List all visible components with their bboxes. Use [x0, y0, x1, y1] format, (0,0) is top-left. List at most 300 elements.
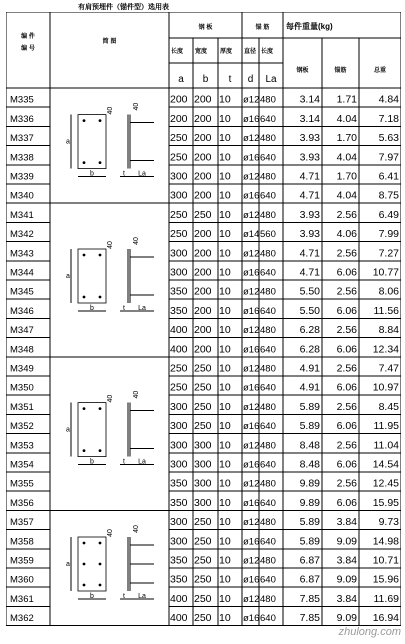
dim-label-la: La: [138, 458, 146, 466]
header-symbol: La: [265, 74, 277, 85]
anchor-dot: [83, 296, 86, 299]
cell-la: 480: [260, 286, 276, 298]
cell-plate_w: 4.71: [299, 170, 320, 183]
cell-d: ø16: [243, 574, 260, 586]
cell-d: ø14: [243, 229, 260, 241]
cell-a: 350: [170, 573, 188, 586]
table-header: [20, 21, 386, 85]
dim-label-la: La: [138, 305, 146, 312]
cell-plate_w: 4.91: [299, 362, 320, 375]
cell-anchor_w: 6.06: [336, 381, 357, 394]
cell-total_w: 5.63: [378, 132, 399, 145]
anchor-dot: [99, 449, 102, 452]
cell-b: 250: [194, 592, 212, 605]
dim-label-t: t: [123, 593, 125, 600]
cell-b: 200: [194, 343, 212, 356]
cell-anchor_w: 1.70: [336, 132, 357, 145]
part-code: M351: [10, 401, 34, 413]
table-row: [10, 574, 399, 586]
table-row: [10, 535, 399, 547]
dim-label-b: b: [90, 305, 94, 312]
cell-d: ø12: [243, 555, 260, 567]
cell-anchor_w: 2.56: [336, 362, 357, 375]
cell-total_w: 15.96: [372, 573, 399, 586]
cell-la: 640: [260, 267, 276, 279]
cell-anchor_w: 9.09: [336, 573, 357, 586]
dim-label-a: a: [66, 273, 70, 280]
cell-anchor_w: 2.56: [336, 285, 357, 298]
cell-a: 250: [170, 151, 188, 164]
cell-la: 640: [260, 574, 276, 586]
cell-total_w: 10.77: [372, 266, 399, 279]
cell-anchor_w: 2.56: [336, 208, 357, 221]
cell-t: 10: [219, 458, 231, 471]
cell-la: 560: [260, 229, 276, 241]
cell-a: 300: [170, 170, 188, 183]
cell-t: 10: [219, 554, 231, 567]
cell-t: 10: [219, 266, 231, 279]
cell-la: 480: [260, 363, 276, 375]
cell-la: 480: [260, 593, 276, 605]
anchor-dot: [99, 119, 102, 122]
cell-anchor_w: 6.06: [336, 304, 357, 317]
dim-label-t: t: [123, 458, 125, 466]
cell-a: 200: [170, 93, 188, 106]
cell-b: 200: [194, 151, 212, 164]
header-weight-col: 钢板: [296, 68, 309, 74]
embed-part-drawing: [66, 237, 154, 312]
cell-d: ø12: [243, 593, 260, 605]
cell-total_w: 14.54: [372, 458, 399, 471]
cell-a: 200: [170, 112, 188, 125]
header-code-label: 编 号: [21, 46, 35, 52]
cell-d: ø12: [243, 94, 260, 106]
cell-plate_w: 8.48: [299, 458, 320, 471]
part-code: M337: [10, 133, 34, 145]
cell-t: 10: [219, 112, 231, 125]
cell-la: 640: [260, 613, 276, 625]
cell-anchor_w: 4.04: [336, 189, 357, 202]
cell-a: 250: [170, 362, 188, 375]
cell-total_w: 6.41: [378, 170, 399, 183]
anchor-dot: [99, 407, 102, 410]
cell-a: 300: [170, 400, 188, 413]
cell-plate_w: 3.93: [299, 228, 320, 241]
header-sub-label: 直径: [244, 49, 257, 55]
cell-la: 480: [260, 555, 276, 567]
cell-d: ø12: [243, 248, 260, 260]
header-sub-label: 厚度: [220, 49, 233, 55]
cell-d: ø16: [243, 305, 260, 317]
cell-anchor_w: 6.06: [336, 420, 357, 433]
embed-part-drawing: [66, 391, 154, 466]
cell-total_w: 10.71: [372, 554, 399, 567]
anchor-dot: [99, 161, 102, 164]
cell-b: 300: [194, 477, 212, 490]
plate-outline: [78, 537, 106, 591]
cell-total_w: 7.99: [378, 228, 399, 241]
cell-plate_w: 6.28: [299, 343, 320, 356]
cell-plate_w: 6.28: [299, 324, 320, 337]
cell-t: 10: [219, 496, 231, 509]
cell-anchor_w: 3.84: [336, 516, 357, 529]
dim-label-40: 40: [107, 394, 114, 403]
cell-plate_w: 5.89: [299, 535, 320, 548]
cell-total_w: 8.75: [378, 189, 399, 202]
cell-plate_w: 5.50: [299, 304, 320, 317]
cell-t: 10: [219, 151, 231, 164]
cell-d: ø12: [243, 325, 260, 337]
cell-anchor_w: 9.09: [336, 535, 357, 548]
cell-plate_w: 5.89: [299, 400, 320, 413]
cell-plate_w: 6.87: [299, 554, 320, 567]
table-row: [10, 459, 399, 471]
cell-la: 480: [260, 133, 276, 145]
dim-label-a: a: [66, 426, 70, 434]
embed-part-table: [6, 12, 401, 641]
table-row: [10, 478, 399, 490]
cell-b: 250: [194, 208, 212, 221]
cell-a: 300: [170, 247, 188, 260]
dim-label-a: a: [66, 138, 70, 146]
cell-d: ø16: [243, 421, 260, 433]
cell-d: ø16: [243, 190, 260, 202]
part-code: M348: [10, 344, 34, 356]
cell-total_w: 6.49: [378, 208, 399, 221]
cell-d: ø16: [243, 459, 260, 471]
cell-total_w: 8.45: [378, 400, 399, 413]
table-row: [10, 247, 399, 259]
table-row: [10, 151, 399, 163]
cell-b: 200: [194, 266, 212, 279]
cell-la: 480: [260, 209, 276, 221]
cell-d: ø12: [243, 133, 260, 145]
cell-anchor_w: 2.56: [336, 439, 357, 452]
cell-plate_w: 4.71: [299, 247, 320, 260]
cell-a: 350: [170, 496, 188, 509]
cell-plate_w: 9.89: [299, 477, 320, 490]
embed-part-drawing: [66, 103, 154, 178]
cell-t: 10: [219, 189, 231, 202]
cell-total_w: 11.56: [373, 304, 399, 317]
cell-d: ø16: [243, 536, 260, 548]
dim-label-40: 40: [107, 106, 114, 115]
cell-b: 200: [194, 112, 212, 125]
cell-t: 10: [219, 228, 231, 241]
anchor-dot: [83, 542, 86, 545]
cell-a: 250: [170, 228, 188, 241]
cell-t: 10: [219, 343, 231, 356]
part-code: M352: [10, 421, 34, 433]
dim-label-b: b: [90, 593, 94, 600]
cell-t: 10: [219, 93, 231, 106]
part-code: M359: [10, 555, 34, 567]
cell-b: 250: [194, 573, 212, 586]
header-weight-col: 锚筋: [334, 68, 347, 74]
header-weight-col: 总重: [373, 68, 387, 74]
table-row: [10, 94, 399, 106]
table-row: [10, 382, 399, 394]
cell-total_w: 14.98: [372, 535, 399, 548]
cell-t: 10: [219, 304, 231, 317]
part-code: M340: [10, 190, 34, 202]
cell-la: 640: [260, 305, 276, 317]
anchor-dot: [99, 254, 102, 257]
cell-b: 250: [194, 400, 212, 413]
header-drawing-label: 简 图: [102, 39, 117, 45]
embed-part-drawing: [66, 525, 154, 600]
cell-anchor_w: 2.56: [336, 477, 357, 490]
cell-a: 300: [170, 458, 188, 471]
table-row: [10, 363, 399, 375]
cell-b: 250: [194, 516, 212, 529]
cell-b: 200: [194, 247, 212, 260]
header-weight-label: 每件重量(kg): [286, 22, 333, 31]
cell-plate_w: 8.48: [299, 439, 320, 452]
cell-la: 640: [260, 344, 276, 356]
cell-la: 480: [260, 517, 276, 529]
cell-anchor_w: 2.56: [336, 324, 357, 337]
cell-a: 300: [170, 189, 188, 202]
cell-d: ø12: [243, 401, 260, 413]
anchor-dot: [83, 584, 86, 587]
cell-t: 10: [219, 439, 231, 452]
cell-la: 640: [260, 421, 276, 433]
cell-a: 400: [170, 324, 188, 337]
cell-t: 10: [219, 477, 231, 490]
cell-a: 300: [170, 516, 188, 529]
dim-label-b: b: [90, 170, 94, 178]
cell-t: 10: [219, 612, 231, 625]
part-code: M354: [10, 459, 34, 471]
cell-t: 10: [219, 170, 231, 183]
part-code: M362: [10, 613, 34, 625]
part-code: M345: [10, 286, 34, 298]
cell-total_w: 7.27: [378, 247, 399, 260]
anchor-dot: [99, 563, 102, 566]
part-code: M357: [10, 517, 34, 529]
header-symbol: a: [178, 74, 184, 85]
dim-label-40: 40: [107, 241, 114, 249]
part-code: M342: [10, 229, 34, 241]
cell-b: 200: [194, 170, 212, 183]
table-body: [10, 94, 399, 624]
header-sub-label: 长度: [261, 49, 274, 55]
table-row: [10, 516, 399, 528]
cell-b: 250: [194, 362, 212, 375]
cell-anchor_w: 4.04: [336, 151, 357, 164]
cell-a: 250: [170, 208, 188, 221]
cell-a: 250: [170, 381, 188, 394]
table-row: [10, 401, 399, 413]
anchor-dot: [99, 584, 102, 587]
cell-total_w: 7.97: [378, 151, 399, 164]
cell-total_w: 10.97: [372, 381, 399, 394]
cell-a: 350: [170, 554, 188, 567]
table-row: [10, 286, 399, 298]
cell-anchor_w: 6.06: [336, 496, 357, 509]
cell-la: 480: [260, 94, 276, 106]
table-row: [10, 305, 399, 317]
cell-d: ø16: [243, 344, 260, 356]
cell-plate_w: 6.87: [299, 573, 320, 586]
cell-d: ø16: [243, 382, 260, 394]
dim-label-a: a: [66, 561, 70, 568]
cell-anchor_w: 2.56: [336, 247, 357, 260]
table-row: [10, 612, 399, 624]
cell-b: 300: [194, 458, 212, 471]
cell-t: 10: [219, 285, 231, 298]
anchor-dot: [99, 542, 102, 545]
table-row: [10, 190, 399, 202]
cell-d: ø12: [243, 440, 260, 452]
cell-b: 250: [194, 381, 212, 394]
part-code: M343: [10, 248, 34, 260]
cell-anchor_w: 1.71: [336, 93, 357, 106]
cell-a: 400: [170, 592, 188, 605]
table-title: 有肩预埋件（锚件型）选用表: [78, 4, 169, 11]
cell-plate_w: 3.14: [299, 112, 320, 125]
cell-plate_w: 4.71: [299, 189, 320, 202]
cell-t: 10: [219, 381, 231, 394]
table-row: [10, 593, 399, 605]
part-code: M353: [10, 440, 34, 452]
cell-la: 640: [260, 152, 276, 164]
cell-anchor_w: 1.70: [336, 170, 357, 183]
cell-total_w: 16.94: [372, 612, 399, 625]
cell-plate_w: 7.85: [299, 612, 320, 625]
cell-d: ø16: [243, 497, 260, 509]
header-code-label: 编 件: [21, 34, 35, 40]
cell-b: 200: [194, 324, 212, 337]
anchor-dot: [83, 449, 86, 452]
cell-b: 250: [194, 612, 212, 625]
cell-anchor_w: 3.84: [336, 554, 357, 567]
cell-total_w: 11.69: [373, 592, 399, 605]
cell-b: 250: [194, 420, 212, 433]
part-code: M339: [10, 171, 34, 183]
part-code: M346: [10, 305, 34, 317]
cell-b: 250: [194, 535, 212, 548]
part-code: M355: [10, 478, 34, 490]
cell-b: 200: [194, 228, 212, 241]
cell-la: 640: [260, 497, 276, 509]
cell-a: 350: [170, 285, 188, 298]
cell-plate_w: 3.93: [299, 151, 320, 164]
cell-anchor_w: 3.84: [336, 592, 357, 605]
cell-plate_w: 3.93: [299, 132, 320, 145]
table-row: [10, 497, 399, 509]
table-row: [10, 439, 399, 451]
dim-label-40: 40: [107, 529, 114, 537]
cell-d: ø12: [243, 517, 260, 529]
cell-total_w: 8.84: [378, 324, 399, 337]
cell-d: ø16: [243, 152, 260, 164]
cell-anchor_w: 9.09: [336, 612, 357, 625]
dim-label-t: t: [123, 305, 125, 312]
cell-anchor_w: 4.04: [336, 112, 357, 125]
cell-total_w: 4.84: [378, 93, 399, 106]
watermark: zhulong.com: [338, 626, 401, 638]
part-code: M347: [10, 325, 34, 337]
cell-la: 480: [260, 248, 276, 260]
cell-total_w: 7.18: [378, 112, 399, 125]
part-code: M349: [10, 363, 34, 375]
cell-la: 480: [260, 401, 276, 413]
part-code: M350: [10, 382, 34, 394]
cell-a: 350: [170, 304, 188, 317]
cell-t: 10: [219, 400, 231, 413]
table-row: [10, 209, 399, 221]
dim-label-la: La: [138, 593, 146, 600]
cell-plate_w: 4.71: [299, 266, 320, 279]
cell-t: 10: [219, 208, 231, 221]
cell-a: 300: [170, 439, 188, 452]
cell-a: 300: [170, 420, 188, 433]
cell-b: 300: [194, 439, 212, 452]
table-row: [10, 324, 399, 336]
cell-total_w: 11.95: [373, 420, 399, 433]
part-code: M361: [10, 593, 34, 605]
part-code: M356: [10, 497, 34, 509]
cell-t: 10: [219, 132, 231, 145]
cell-anchor_w: 2.56: [336, 400, 357, 413]
cell-d: ø16: [243, 113, 260, 125]
cell-b: 200: [194, 285, 212, 298]
cell-plate_w: 5.89: [299, 420, 320, 433]
cell-total_w: 9.73: [378, 516, 399, 529]
anchor-dot: [83, 407, 86, 410]
cell-t: 10: [219, 592, 231, 605]
cell-t: 10: [219, 362, 231, 375]
cell-anchor_w: 4.06: [336, 228, 357, 241]
cell-b: 200: [194, 132, 212, 145]
part-code: M341: [10, 209, 34, 221]
cell-t: 10: [219, 324, 231, 337]
cell-total_w: 15.95: [372, 496, 399, 509]
dim-label-40-side: 40: [133, 525, 140, 533]
cell-anchor_w: 6.06: [336, 266, 357, 279]
cell-la: 640: [260, 190, 276, 202]
cell-d: ø12: [243, 171, 260, 183]
cell-b: 250: [194, 554, 212, 567]
cell-la: 480: [260, 478, 276, 490]
table-row: [10, 113, 399, 125]
cell-a: 400: [170, 343, 188, 356]
part-code: M358: [10, 536, 34, 548]
cell-la: 640: [260, 113, 276, 125]
header-symbol: t: [228, 74, 232, 85]
cell-la: 640: [260, 459, 276, 471]
cell-b: 300: [194, 496, 212, 509]
cell-plate_w: 5.50: [299, 285, 320, 298]
cell-d: ø12: [243, 286, 260, 298]
dim-label-40-side: 40: [133, 237, 140, 245]
cell-d: ø12: [243, 478, 260, 490]
cell-la: 480: [260, 440, 276, 452]
anchor-dot: [83, 119, 86, 122]
cell-la: 640: [260, 382, 276, 394]
table-row: [10, 343, 399, 355]
cell-plate_w: 4.91: [299, 381, 320, 394]
cell-d: ø12: [243, 209, 260, 221]
cell-total_w: 8.06: [378, 285, 399, 298]
cell-la: 640: [260, 536, 276, 548]
cell-plate_w: 7.85: [299, 592, 320, 605]
dim-label-40-side: 40: [133, 102, 140, 111]
cell-b: 200: [194, 189, 212, 202]
cell-plate_w: 3.93: [299, 208, 320, 221]
